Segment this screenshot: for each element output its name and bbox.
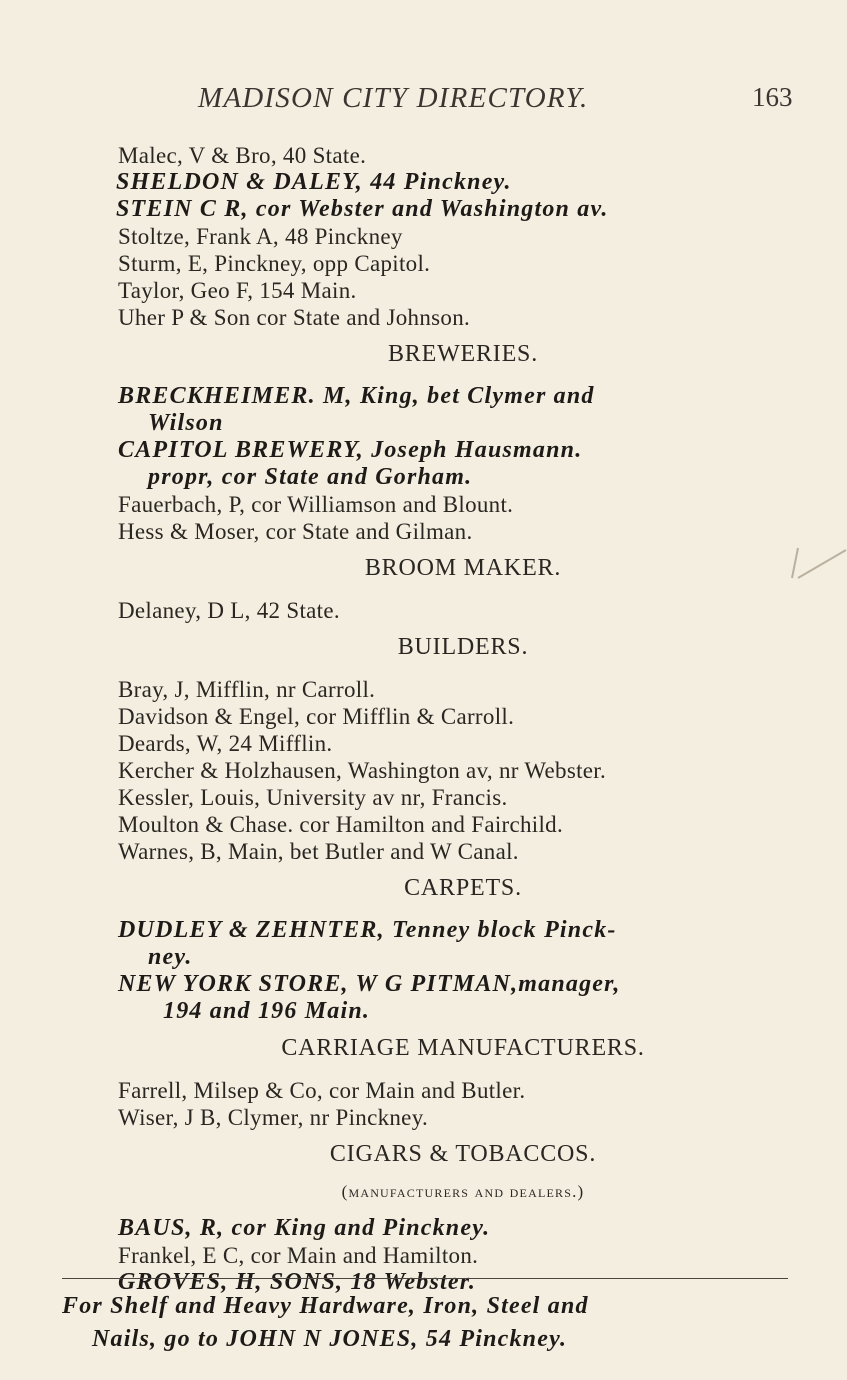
listing-entry: Frankel, E C, cor Main and Hamilton. [118, 1243, 479, 1268]
listing-entry-continuation: ney. [148, 944, 193, 970]
listing-entry: Davidson & Engel, cor Mifflin & Carroll. [118, 704, 515, 729]
listing-entry-bold: BRECKHEIMER. M, King, bet Clymer and [118, 383, 595, 409]
listing-entry-bold: CAPITOL BREWERY, Joseph Hausmann. [118, 437, 583, 463]
pencil-mark-icon [790, 540, 847, 580]
listing-entry: Kercher & Holzhausen, Washington av, nr Webster. [118, 758, 607, 783]
directory-title: MADISON CITY DIRECTORY. [198, 82, 589, 114]
section-heading-cigars: CIGARS & TOBACCOS. [329, 1141, 597, 1167]
footer-advertisement [62, 1290, 797, 1356]
page-header [0, 82, 847, 116]
listing-entry-bold: DUDLEY & ZEHNTER, Tenney block Pinck- [118, 917, 617, 943]
listing-entry: Farrell, Milsep & Co, cor Main and Butler. [118, 1078, 526, 1103]
section-subheading-cigars: (manufacturers and dealers.) [341, 1182, 585, 1201]
page-number: 163 [752, 82, 793, 112]
footer-ad-line: Nails, go to JOHN N JONES, 54 Pinckney. [92, 1326, 568, 1352]
footer-divider [62, 1278, 788, 1279]
listing-entry: Stoltze, Frank A, 48 Pinckney [118, 224, 403, 249]
section-heading-breweries: BREWERIES. [388, 341, 538, 367]
section-heading-broom-maker: BROOM MAKER. [364, 555, 562, 581]
listing-entry: Bray, J, Mifflin, nr Carroll. [118, 677, 376, 702]
listing-entry: Moulton & Chase. cor Hamilton and Fairchild. [118, 812, 564, 837]
listing-entry: Malec, V & Bro, 40 State. [118, 143, 367, 168]
section-heading-carriage: CARRIAGE MANUFACTURERS. [281, 1035, 645, 1061]
section-heading-builders: BUILDERS. [397, 634, 529, 660]
listing-entry: Hess & Moser, cor State and Gilman. [118, 519, 473, 544]
listing-entry-continuation: Wilson [148, 410, 224, 436]
listing-entry: Kessler, Louis, University av nr, Francis. [118, 785, 508, 810]
section-heading-carpets: CARPETS. [404, 875, 522, 901]
listing-entry: Warnes, B, Main, bet Butler and W Canal. [118, 839, 519, 864]
listing-entry: Sturm, E, Pinckney, opp Capitol. [118, 251, 431, 276]
listing-entry-bold: GROVES, H, SONS, 18 Webster. [118, 1269, 477, 1295]
listing-entry-bold: STEIN C R, cor Webster and Washington av. [116, 196, 609, 222]
listing-entry-bold: SHELDON & DALEY, 44 Pinckney. [116, 169, 512, 195]
listing-entry: Fauerbach, P, cor Williamson and Blount. [118, 492, 514, 517]
listing-entry-continuation: 194 and 196 Main. [163, 998, 371, 1024]
directory-listing [118, 142, 808, 1296]
listing-entry: Delaney, D L, 42 State. [118, 598, 340, 623]
listing-entry: Deards, W, 24 Mifflin. [118, 731, 333, 756]
listing-entry: Wiser, J B, Clymer, nr Pinckney. [118, 1105, 429, 1130]
listing-entry-continuation: propr, cor State and Gorham. [148, 464, 473, 490]
footer-ad-line: For Shelf and Heavy Hardware, Iron, Steel and [62, 1293, 589, 1319]
listing-entry-bold: BAUS, R, cor King and Pinckney. [118, 1215, 491, 1241]
listing-entry: Taylor, Geo F, 154 Main. [118, 278, 357, 303]
listing-entry-bold: NEW YORK STORE, W G PITMAN,manager, [118, 971, 621, 997]
listing-entry: Uher P & Son cor State and Johnson. [118, 305, 471, 330]
